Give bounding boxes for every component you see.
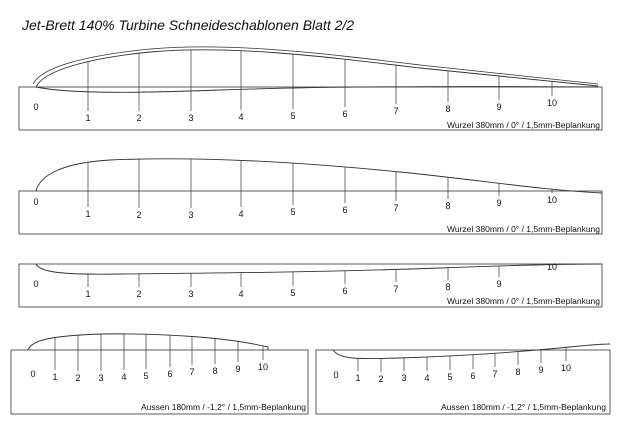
station-number: 1 xyxy=(85,209,91,219)
template-label: Wurzel 380mm / 0° / 1,5mm-Beplankung xyxy=(447,296,600,306)
station-number: 2 xyxy=(136,289,142,299)
station-number: 0 xyxy=(33,102,39,112)
station-number: 6 xyxy=(342,286,348,296)
station-number: 9 xyxy=(538,365,544,375)
station-number: 7 xyxy=(393,203,399,213)
station-number: 4 xyxy=(424,373,430,383)
station-number: 0 xyxy=(30,369,36,379)
station-number: 3 xyxy=(188,289,194,299)
station-number: 4 xyxy=(238,209,244,219)
station-number: 6 xyxy=(167,369,173,379)
station-number: 2 xyxy=(75,373,81,383)
station-number: 9 xyxy=(235,364,241,374)
airfoil-profile-4 xyxy=(28,334,268,350)
station-number: 7 xyxy=(393,106,399,116)
station-number: 6 xyxy=(342,205,348,215)
station-number: 10 xyxy=(560,363,572,373)
airfoil-outer-line xyxy=(33,47,598,84)
station-number: 8 xyxy=(445,282,451,292)
station-number: 3 xyxy=(188,113,194,123)
station-number: 4 xyxy=(238,112,244,122)
station-number: 10 xyxy=(546,98,558,108)
station-number: 3 xyxy=(98,373,104,383)
station-number: 10 xyxy=(257,362,269,372)
station-number: 5 xyxy=(290,207,296,217)
station-number: 10 xyxy=(546,262,558,272)
station-number: 9 xyxy=(496,279,502,289)
station-number: 7 xyxy=(189,367,195,377)
station-number: 8 xyxy=(445,104,451,114)
station-number: 6 xyxy=(470,371,476,381)
station-number: 6 xyxy=(342,109,348,119)
template-label: Wurzel 380mm / 0° / 1,5mm-Beplankung xyxy=(447,224,600,234)
station-number: 5 xyxy=(290,288,296,298)
station-number: 2 xyxy=(378,374,384,384)
station-number: 2 xyxy=(136,113,142,123)
page-title: Jet-Brett 140% Turbine Schneideschablonen Blatt 2/2 xyxy=(22,17,355,33)
station-number: 5 xyxy=(447,372,453,382)
station-number: 5 xyxy=(290,111,296,121)
station-number: 8 xyxy=(445,201,451,211)
station-number: 1 xyxy=(85,289,91,299)
station-number: 1 xyxy=(52,372,58,382)
station-number: 7 xyxy=(492,369,498,379)
template-label: Aussen 180mm / -1,2° / 1,5mm-Beplankung xyxy=(441,402,606,412)
airfoil-profile-2 xyxy=(36,159,602,193)
airfoil-profile-1 xyxy=(36,50,598,87)
airfoil-profile-3 xyxy=(36,264,602,274)
station-number: 0 xyxy=(33,279,39,289)
station-number: 9 xyxy=(496,102,502,112)
station-number: 5 xyxy=(143,371,149,381)
station-number: 8 xyxy=(212,366,218,376)
station-number: 8 xyxy=(515,367,521,377)
station-number: 0 xyxy=(33,197,39,207)
station-number: 10 xyxy=(546,195,558,205)
station-number: 4 xyxy=(121,372,127,382)
station-number: 4 xyxy=(238,289,244,299)
station-number: 7 xyxy=(393,284,399,294)
station-number: 1 xyxy=(355,373,361,383)
station-number: 2 xyxy=(136,210,142,220)
station-number: 1 xyxy=(85,113,91,123)
template-label: Wurzel 380mm / 0° / 1,5mm-Beplankung xyxy=(447,120,600,130)
station-number: 9 xyxy=(496,198,502,208)
station-number: 0 xyxy=(333,370,339,380)
template-label: Aussen 180mm / -1,2° / 1,5mm-Beplankung xyxy=(141,402,306,412)
station-number: 3 xyxy=(401,373,407,383)
airfoil-profile-5 xyxy=(333,344,610,359)
station-number: 3 xyxy=(188,210,194,220)
